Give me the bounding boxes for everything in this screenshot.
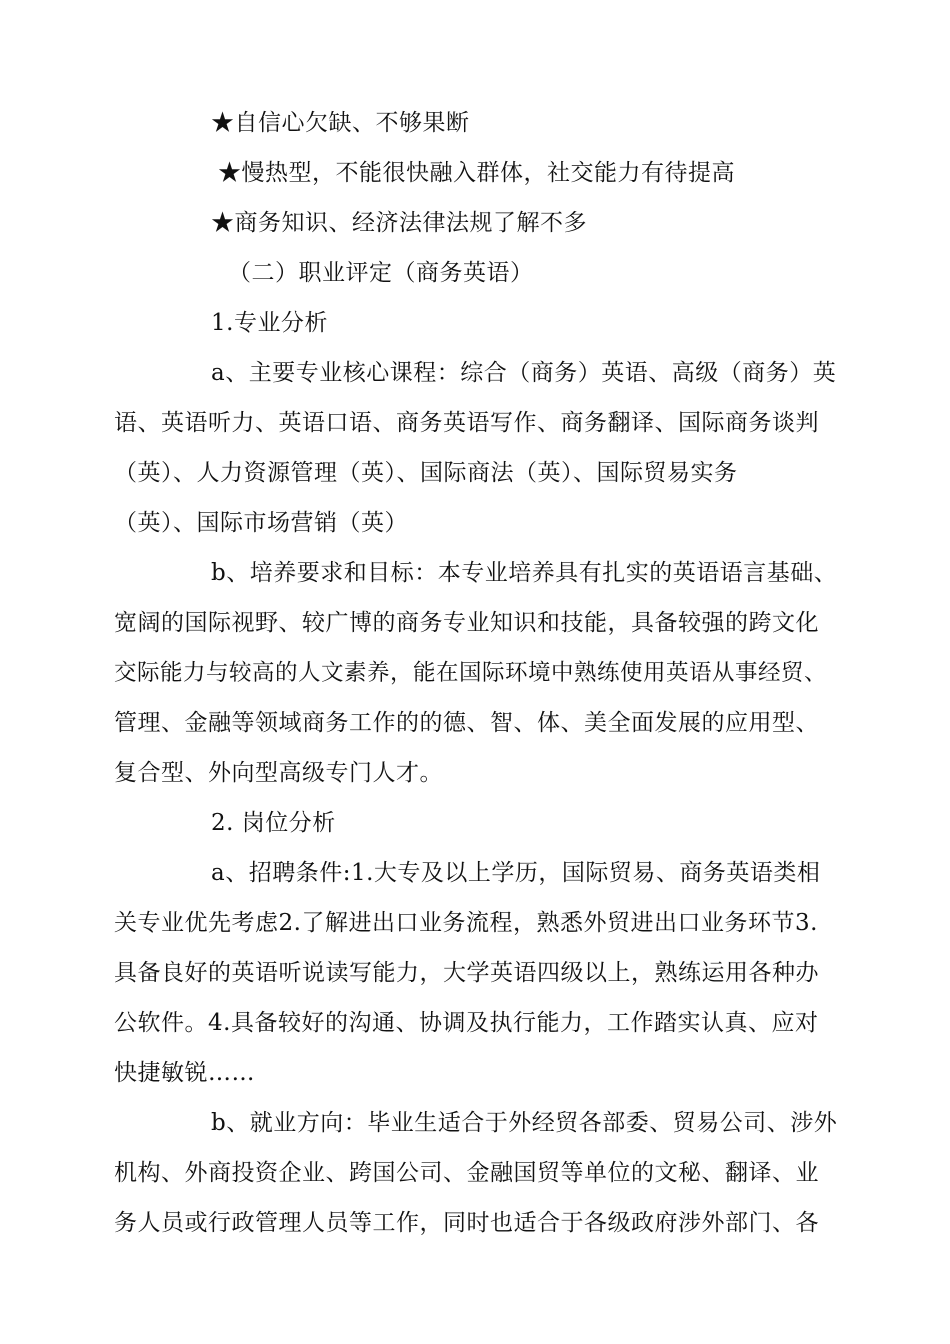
paragraph-line: 公软件。4.具备较好的沟通、协调及执行能力，工作踏实认真、应对 xyxy=(114,1010,819,1036)
subheading-position-analysis: 2. 岗位分析 xyxy=(211,810,336,836)
paragraph-line: b、就业方向：毕业生适合于外经贸各部委、贸易公司、涉外 xyxy=(211,1110,838,1136)
paragraph-line: 务人员或行政管理人员等工作，同时也适合于各级政府涉外部门、各 xyxy=(114,1210,819,1236)
paragraph-line: （英）、国际市场营销（英） xyxy=(114,510,408,536)
paragraph-line: 快捷敏锐…… xyxy=(114,1060,255,1086)
paragraph-line: 语、英语听力、英语口语、商务英语写作、商务翻译、国际商务谈判 xyxy=(114,410,819,436)
paragraph-line: 关专业优先考虑2.了解进出口业务流程，熟悉外贸进出口业务环节3. xyxy=(114,910,818,936)
paragraph-line: 管理、金融等领域商务工作的的德、智、体、美全面发展的应用型、 xyxy=(114,710,819,736)
paragraph-line: a、主要专业核心课程：综合（商务）英语、高级（商务）英 xyxy=(211,360,837,386)
section-heading: （二）职业评定（商务英语） xyxy=(228,260,534,286)
paragraph-line: 复合型、外向型高级专门人才。 xyxy=(114,760,443,786)
paragraph-line: b、培养要求和目标：本专业培养具有扎实的英语语言基础、 xyxy=(211,560,838,586)
paragraph-line: a、招聘条件:1.大专及以上学历，国际贸易、商务英语类相 xyxy=(211,860,821,886)
paragraph-line: （英）、人力资源管理（英）、国际商法（英）、国际贸易实务 xyxy=(114,460,738,486)
paragraph-line: 交际能力与较高的人文素养，能在国际环境中熟练使用英语从事经贸、 xyxy=(114,660,828,686)
paragraph-line: 宽阔的国际视野、较广博的商务专业知识和技能，具备较强的跨文化 xyxy=(114,610,819,636)
bullet-business-knowledge: ★商务知识、经济法律法规了解不多 xyxy=(211,210,587,236)
paragraph-line: 机构、外商投资企业、跨国公司、金融国贸等单位的文秘、翻译、业 xyxy=(114,1160,819,1186)
paragraph-line: 具备良好的英语听说读写能力，大学英语四级以上，熟练运用各种办 xyxy=(114,960,819,986)
bullet-confidence: ★自信心欠缺、不够果断 xyxy=(211,110,470,136)
bullet-social: ★慢热型，不能很快融入群体，社交能力有待提高 xyxy=(218,160,735,186)
subheading-major-analysis: 1.专业分析 xyxy=(211,310,328,336)
